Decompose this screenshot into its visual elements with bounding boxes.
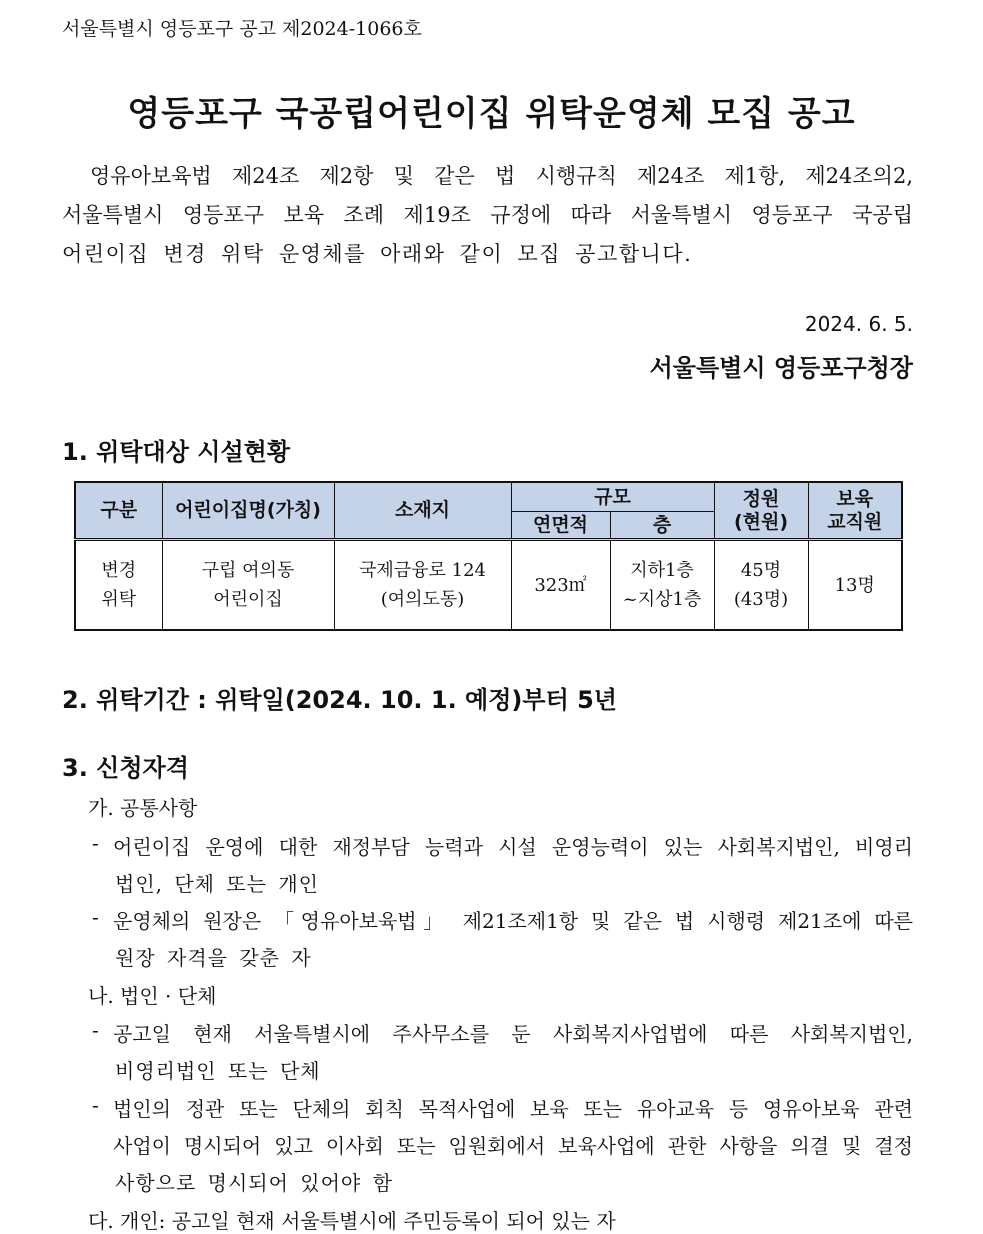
cell-name — [162, 540, 334, 631]
cell-capacity-line1: 45명 — [740, 560, 782, 581]
notice-date: 2024. 6. 5. — [804, 312, 913, 336]
list-item-continuation: 법인, 단체 또는 개인 — [115, 872, 319, 896]
cell-capacity-line2: (43명) — [733, 589, 789, 610]
header-capacity-line2: (현원) — [733, 510, 789, 533]
notice-number: 서울특별시 영등포구 공고 제2024-1066호 — [62, 18, 422, 40]
intro-line-3: 어린이집 변경 위탁 운영체를 아래와 같이 모집 공고합니다. — [62, 242, 693, 266]
section-1-heading: 1. 위탁대상 시설현황 — [62, 438, 290, 466]
header-teachers-line1: 보육 — [836, 487, 874, 510]
cell-category-line1: 변경 — [101, 560, 137, 581]
header-category: 구분 — [75, 482, 162, 540]
subsection-c-label: 다. 개인: 공고일 현재 서울특별시에 주민등록이 되어 있는 자 — [88, 1209, 616, 1233]
cell-capacity — [714, 540, 808, 631]
list-dash: - — [92, 1093, 99, 1117]
issuer-name: 서울특별시 영등포구청장 — [649, 354, 913, 382]
header-floors: 층 — [610, 512, 714, 540]
cell-floors — [610, 540, 714, 631]
header-address: 소재지 — [334, 482, 511, 540]
cell-address-line1: 국제금융로 124 — [358, 560, 487, 581]
section-2-heading: 2. 위탁기간 : 위탁일(2024. 10. 1. 예정)부터 5년 — [62, 686, 617, 714]
list-dash: - — [92, 905, 99, 929]
cell-teachers: 13명 — [808, 540, 902, 631]
list-dash: - — [92, 831, 99, 855]
header-capacity-line1: 정원 — [742, 487, 780, 510]
list-item-text: 운영체의 원장은 「영유아보육법」 제21조제1항 및 같은 법 시행령 제21조에 따른 — [113, 909, 913, 933]
cell-category-line2: 위탁 — [101, 589, 137, 610]
intro-line-2: 서울특별시 영등포구 보육 조례 제19조 규정에 따라 서울특별시 영등포구 국공립 — [62, 203, 913, 227]
intro-line-1: 영유아보육법 제24조 제2항 및 같은 법 시행규칙 제24조 제1항, 제24조의2, — [90, 164, 913, 188]
list-item-text: 공고일 현재 서울특별시에 주사무소를 둔 사회복지사업법에 따른 사회복지법인, — [113, 1022, 913, 1046]
list-item-text: 사업이 명시되어 있고 이사회 또는 임원회에서 보육사업에 관한 사항을 의결 및 결정 — [113, 1134, 913, 1158]
list-item-continuation: 사항으로 명시되어 있어야 함 — [115, 1171, 393, 1195]
list-dash: - — [92, 1018, 99, 1042]
cell-name-line1: 구립 여의동 — [201, 560, 295, 581]
section-3-heading: 3. 신청자격 — [62, 754, 189, 782]
list-item-continuation: 원장 자격을 갖춘 자 — [115, 946, 312, 970]
cell-floors-line2: ~지상1층 — [622, 589, 702, 610]
list-item-text: 어린이집 운영에 대한 재정부담 능력과 시설 운영능력이 있는 사회복지법인, 비영리 — [113, 835, 913, 859]
header-teachers — [808, 482, 902, 540]
table-row — [75, 540, 902, 631]
facility-table — [74, 481, 903, 631]
cell-category — [75, 540, 162, 631]
cell-address-line2: (여의도동) — [380, 589, 465, 610]
list-item-continuation: 비영리법인 또는 단체 — [115, 1059, 321, 1083]
subsection-a-label: 가. 공통사항 — [88, 796, 198, 820]
cell-floors-line1: 지하1층 — [630, 560, 694, 581]
header-scale: 규모 — [511, 482, 714, 512]
cell-name-line2: 어린이집 — [213, 589, 283, 610]
header-name: 어린이집명(가칭) — [162, 482, 334, 540]
page-title: 영등포구 국공립어린이집 위탁운영체 모집 공고 — [127, 94, 856, 134]
cell-area: 323㎡ — [511, 540, 610, 631]
header-teachers-line2: 교직원 — [827, 510, 883, 533]
subsection-b-label: 나. 법인 · 단체 — [88, 984, 217, 1008]
header-area: 연면적 — [511, 512, 610, 540]
cell-address — [334, 540, 511, 631]
header-capacity — [714, 482, 808, 540]
list-item-text: 법인의 정관 또는 단체의 회칙 목적사업에 보육 또는 유아교육 등 영유아보육 관련 — [113, 1097, 913, 1121]
